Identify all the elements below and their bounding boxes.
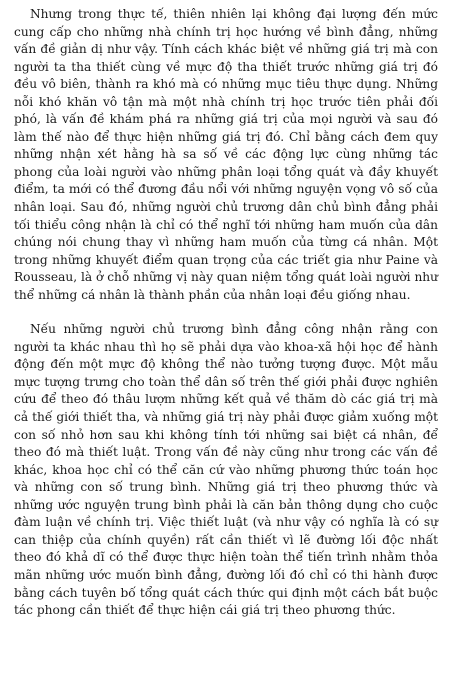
document-page (14, 6, 438, 620)
body-paragraph-1: Nhưng trong thực tế, thiên nhiên lại không đại lượng đến mức cung cấp cho những nhà chính trị học hướng về bình đẳng, những vấn đề giản dị như vậy. Tính cách khác biệt về những giá trị mà con người ta tha thiết cùng về mực độ tha thiết trước những giá trị đó đều vô biên, thành ra khó mà có những mục tiêu thực dụng. Những nỗi khó khăn vô tận mà một nhà chính trị học trước tiên phải đối phó, là vấn đề khám phá ra những giá trị của mọi người và sau đó làm thế nào để thực hiện những giá trị đó. Chỉ bằng cách đem quy những nhận xét hằng hà sa số về các động lực cùng những tác phong của loài người vào những phân loại tổng quát và đầy khuyết điểm, ta mới có thể đương đầu nổi với những nguyện vọng vô số của nhân loại. Sau đó, những người chủ trương dân chủ bình đẳng phải tối thiểu công nhận là chỉ có thể nghĩ tới những ham muốn của dân chúng nói chung thay vì những ham muốn của từng cá nhân. Một trong những khuyết điểm quan trọng của các triết gia như Paine và Rousseau, là ở chỗ những vị này quan niệm tổng quát loài người như thể những cá nhân là thành phần của nhân loại đều giống nhau. (14, 7, 438, 302)
body-paragraph-2: Nếu những người chủ trương bình đẳng công nhận rằng con người ta khác nhau thì họ sẽ phải dựa vào khoa-xã hội học để hành động đến một mực độ không thể nào tưởng tượng được. Một mẫu mực tượng trưng cho toàn thể dân số trên thế giới phải được nghiên cứu để theo đó thâu lượm những kết quả về thăm dò các giá trị mà cả thế giới thiết tha, và những giá trị này phải được giảm xuống một con số nhỏ hơn sau khi không tính tới những sai biệt cá nhân, để theo đó mà thiết luật. Trong vấn đề này cũng như trong các vấn đề khác, khoa học chỉ có thể căn cứ vào những phương thức toán học và những con số trung bình. Những giá trị theo phương thức và những ước nguyện trung bình phải là căn bản thông dụng cho cuộc đàm luận về chính trị. Việc thiết luật (và như vậy có nghĩa là có sự can thiệp của chính quyền) rất cần thiết vì lẽ đường lối độc nhất theo đó khả dĩ có thể được thực hiện toàn thể tiến trình nhằm thỏa mãn những ước muốn bình đẳng, đường lối đó chỉ có thi hành được bằng cách tuyên bố tổng quát cách thức qui định một cách bắt buộc tác phong cần thiết để thực hiện cái giá trị theo phương thức. (14, 322, 438, 618)
